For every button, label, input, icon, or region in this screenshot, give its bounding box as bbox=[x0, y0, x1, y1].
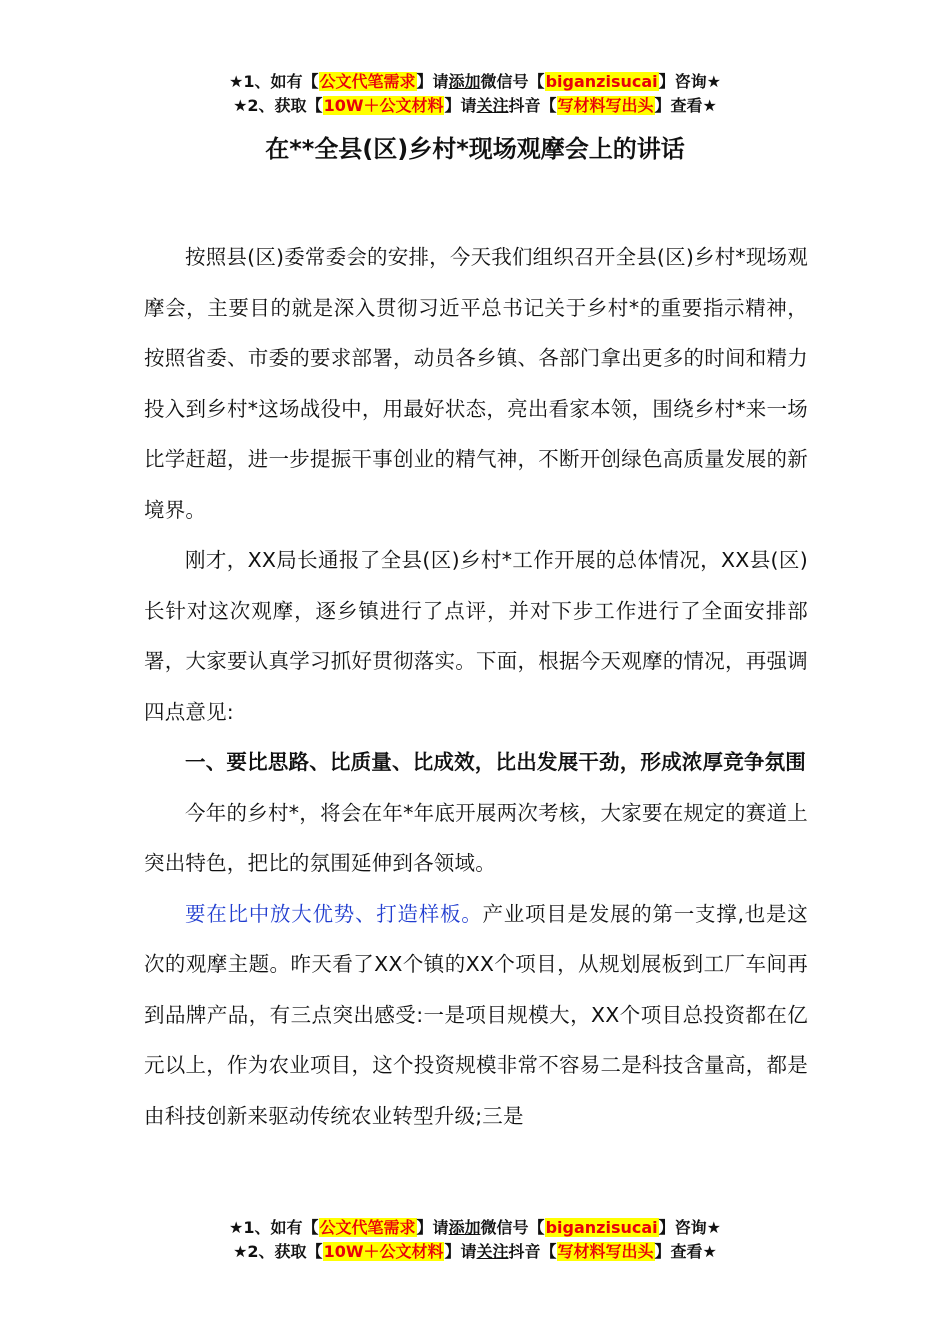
highlight-wechat-id: biganzisucai bbox=[545, 72, 658, 91]
star-icon: ★ bbox=[229, 72, 244, 91]
paragraph-1: 按照县(区)委常委会的安排，今天我们组织召开全县(区)乡村*现场观摩会，主要目的就是深入贯彻习近平总书记关于乡村*的重要指示精神，按照省委、市委的要求部署，动员各乡镇、各部门拿出更多的时间和精力投入到乡村*这场战役中，用最好状态，亮出看家本领，围绕乡村*来一场比学赶超，进一步提振干事创业的精气神，不断开创绿色高质量发展的新境界。 bbox=[144, 245, 808, 522]
paragraph-2: 刚才，XX局长通报了全县(区)乡村*工作开展的总体情况，XX县(区)长针对这次观摩，逐乡镇进行了点评，并对下步工作进行了全面安排部署，大家要认真学习抓好贯彻落实。下面，根据今天观摩的情况，再强调四点意见: bbox=[144, 548, 808, 724]
highlight-douyin: 写材料写出头 bbox=[557, 96, 654, 115]
highlight-douyin: 写材料写出头 bbox=[557, 1242, 654, 1261]
paragraph-4 bbox=[144, 889, 808, 1142]
highlight-materials: 10W＋公文材料 bbox=[323, 96, 444, 115]
paragraph-3: 今年的乡村*，将会在年*年底开展两次考核，大家要在规定的赛道上突出特色，把比的氛围延伸到各领域。 bbox=[144, 800, 808, 875]
section-heading-1: 一、要比思路、比质量、比成效，比出发展干劲，形成浓厚竞争氛围 bbox=[185, 750, 806, 774]
star-icon: ★ bbox=[229, 1218, 244, 1237]
highlight-service: 公文代笔需求 bbox=[319, 1218, 416, 1237]
footer-banner bbox=[0, 1216, 950, 1264]
document-title: 在**全县(区)乡村*现场观摩会上的讲话 bbox=[265, 135, 685, 163]
banner-line-1: ★1、如有【公文代笔需求】请添加微信号【biganzisucai】咨询★ bbox=[229, 1218, 721, 1237]
document-body bbox=[144, 232, 808, 1141]
highlight-service: 公文代笔需求 bbox=[319, 72, 416, 91]
highlight-materials: 10W＋公文材料 bbox=[323, 1242, 444, 1261]
highlight-wechat-id: biganzisucai bbox=[545, 1218, 658, 1237]
star-icon: ★ bbox=[233, 1242, 248, 1261]
banner-line-2: ★2、获取【10W＋公文材料】请关注抖音【写材料写出头】查看★ bbox=[233, 1242, 717, 1261]
paragraph-4-lead: 要在比中放大优势、打造样板。 bbox=[185, 901, 483, 926]
banner-line-2: ★2、获取【10W＋公文材料】请关注抖音【写材料写出头】查看★ bbox=[233, 96, 717, 115]
banner-line-1: ★1、如有【公文代笔需求】请添加微信号【biganzisucai】咨询★ bbox=[229, 72, 721, 91]
header-banner bbox=[0, 70, 950, 118]
star-icon: ★ bbox=[233, 96, 248, 115]
paragraph-4-text: 产业项目是发展的第一支撑,也是这次的观摩主题。昨天看了XX个镇的XX个项目，从规划展板到工厂车间再到品牌产品，有三点突出感受:一是项目规模大，XX个项目总投资都在亿元以上，作为农业项目，这个投资规模非常不容易二是科技含量高，都是由科技创新来驱动传统农业转型升级;三是 bbox=[144, 901, 808, 1128]
